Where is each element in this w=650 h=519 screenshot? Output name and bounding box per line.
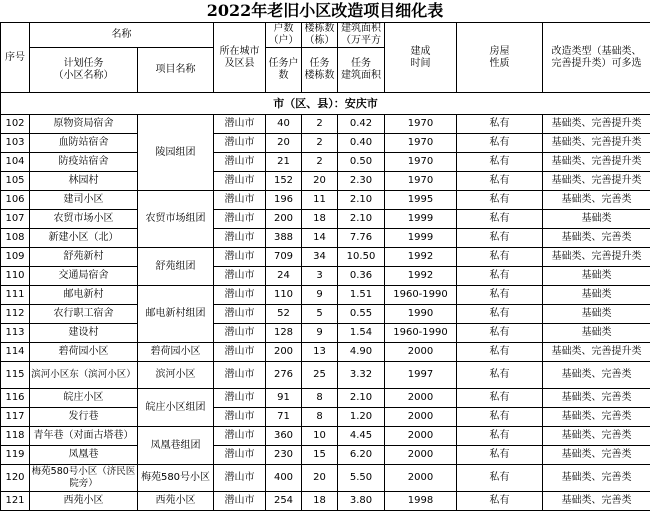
row-nature: 私有 <box>457 492 543 511</box>
row-households: 200 <box>266 210 302 229</box>
row-seq: 114 <box>1 343 30 362</box>
table-row <box>1 210 650 229</box>
row-seq: 108 <box>1 229 30 248</box>
row-area: 6.20 <box>338 446 385 465</box>
row-type: 基础类、完善提升类 <box>543 115 650 134</box>
row-project-name: 邮电新村组团 <box>138 286 214 343</box>
row-city: 潜山市 <box>214 362 266 389</box>
row-type: 基础类、完善提升类 <box>543 172 650 191</box>
row-households: 152 <box>266 172 302 191</box>
row-area: 3.80 <box>338 492 385 511</box>
row-households: 91 <box>266 389 302 408</box>
row-city: 潜山市 <box>214 286 266 305</box>
header-type <box>543 23 650 93</box>
row-nature: 私有 <box>457 343 543 362</box>
table-row <box>1 427 650 446</box>
row-nature: 私有 <box>457 465 543 492</box>
table-row <box>1 172 650 191</box>
row-nature: 私有 <box>457 305 543 324</box>
header-name-group: 名称 <box>30 23 214 48</box>
row-built-time: 1970 <box>385 134 457 153</box>
row-built-time: 2000 <box>385 343 457 362</box>
table-row <box>1 115 650 134</box>
header-area-top <box>338 23 385 48</box>
table-row <box>1 408 650 427</box>
row-city: 潜山市 <box>214 305 266 324</box>
header-households-bot <box>266 48 302 93</box>
table-row <box>1 343 650 362</box>
header-buildings-bot <box>302 48 338 93</box>
row-seq: 106 <box>1 191 30 210</box>
row-plan-task: 发行巷 <box>30 408 138 427</box>
row-nature: 私有 <box>457 172 543 191</box>
row-buildings: 9 <box>302 324 338 343</box>
row-project-name: 陵园组团 <box>138 115 214 191</box>
row-seq: 109 <box>1 248 30 267</box>
row-city: 潜山市 <box>214 465 266 492</box>
row-households: 400 <box>266 465 302 492</box>
row-nature: 私有 <box>457 210 543 229</box>
row-seq: 117 <box>1 408 30 427</box>
row-buildings: 25 <box>302 362 338 389</box>
row-buildings: 20 <box>302 465 338 492</box>
row-city: 潜山市 <box>214 492 266 511</box>
row-nature: 私有 <box>457 362 543 389</box>
row-area: 0.40 <box>338 134 385 153</box>
row-area: 10.50 <box>338 248 385 267</box>
row-households: 709 <box>266 248 302 267</box>
row-buildings: 13 <box>302 343 338 362</box>
row-seq: 118 <box>1 427 30 446</box>
row-households: 360 <box>266 427 302 446</box>
row-area: 1.54 <box>338 324 385 343</box>
row-city: 潜山市 <box>214 210 266 229</box>
header-households-top <box>266 23 302 48</box>
header-type-text: 改造类型（基础类、 完善提升类）可多选 <box>551 45 642 69</box>
row-plan-task: 交通局宿舍 <box>30 267 138 286</box>
row-households: 200 <box>266 343 302 362</box>
row-city: 潜山市 <box>214 446 266 465</box>
row-nature: 私有 <box>457 248 543 267</box>
row-project-name: 碧荷园小区 <box>138 343 214 362</box>
header-nature <box>457 23 543 93</box>
row-built-time: 1992 <box>385 267 457 286</box>
row-buildings: 11 <box>302 191 338 210</box>
row-plan-task: 建设村 <box>30 324 138 343</box>
row-buildings: 2 <box>302 115 338 134</box>
row-built-time: 1970 <box>385 153 457 172</box>
row-households: 52 <box>266 305 302 324</box>
row-households: 21 <box>266 153 302 172</box>
row-type: 基础类、完善类 <box>543 191 650 210</box>
row-plan-task: 邮电新村 <box>30 286 138 305</box>
row-buildings: 5 <box>302 305 338 324</box>
row-seq: 102 <box>1 115 30 134</box>
header-city-text: 所在城市 及区县 <box>219 45 260 69</box>
row-area: 4.90 <box>338 343 385 362</box>
row-seq: 103 <box>1 134 30 153</box>
row-built-time: 1970 <box>385 115 457 134</box>
row-city: 潜山市 <box>214 134 266 153</box>
row-nature: 私有 <box>457 115 543 134</box>
row-households: 71 <box>266 408 302 427</box>
row-built-time: 1960-1990 <box>385 286 457 305</box>
row-seq: 110 <box>1 267 30 286</box>
row-buildings: 10 <box>302 427 338 446</box>
row-area: 2.10 <box>338 210 385 229</box>
header-nature-text: 房屋 性质 <box>489 45 510 69</box>
row-households: 230 <box>266 446 302 465</box>
header-area-bot-text: 任务 建筑面积 <box>341 58 381 81</box>
row-type: 基础类、完善提升类 <box>543 134 650 153</box>
row-nature: 私有 <box>457 427 543 446</box>
row-nature: 私有 <box>457 229 543 248</box>
row-type: 基础类、完善类 <box>543 427 650 446</box>
table-row <box>1 362 650 389</box>
row-project-name: 凤凰巷组团 <box>138 427 214 465</box>
header-area-top-text: 建筑面积 （万平方 <box>341 23 381 46</box>
row-area: 2.10 <box>338 191 385 210</box>
header-area-bot <box>338 48 385 93</box>
row-nature: 私有 <box>457 324 543 343</box>
row-buildings: 2 <box>302 134 338 153</box>
row-seq: 120 <box>1 465 30 492</box>
table-row <box>1 389 650 408</box>
row-seq: 115 <box>1 362 30 389</box>
row-built-time: 1999 <box>385 210 457 229</box>
row-nature: 私有 <box>457 267 543 286</box>
row-built-time: 1970 <box>385 172 457 191</box>
row-nature: 私有 <box>457 286 543 305</box>
row-nature: 私有 <box>457 446 543 465</box>
header-city <box>214 23 266 93</box>
row-seq: 121 <box>1 492 30 511</box>
row-buildings: 8 <box>302 408 338 427</box>
table-row <box>1 267 650 286</box>
row-buildings: 14 <box>302 229 338 248</box>
row-plan-task: 林园村 <box>30 172 138 191</box>
row-seq: 119 <box>1 446 30 465</box>
row-type: 基础类、完善提升类 <box>543 248 650 267</box>
row-area: 0.42 <box>338 115 385 134</box>
table-row <box>1 191 650 210</box>
row-built-time: 1990 <box>385 305 457 324</box>
row-buildings: 8 <box>302 389 338 408</box>
row-nature: 私有 <box>457 389 543 408</box>
row-plan-task: 西苑小区 <box>30 492 138 511</box>
row-type: 基础类、完善提升类 <box>543 153 650 172</box>
row-households: 20 <box>266 134 302 153</box>
row-type: 基础类、完善类 <box>543 229 650 248</box>
row-city: 潜山市 <box>214 389 266 408</box>
row-area: 7.76 <box>338 229 385 248</box>
row-buildings: 9 <box>302 286 338 305</box>
row-area: 3.32 <box>338 362 385 389</box>
row-seq: 111 <box>1 286 30 305</box>
row-built-time: 2000 <box>385 446 457 465</box>
row-households: 254 <box>266 492 302 511</box>
region-row: 市（区、县）：安庆市 <box>1 93 650 115</box>
row-type: 基础类 <box>543 305 650 324</box>
row-plan-task: 青年巷（对面古塔巷） <box>30 427 138 446</box>
row-plan-task: 滨河小区东（滨河小区） <box>30 362 138 389</box>
row-city: 潜山市 <box>214 172 266 191</box>
header-plan-task-text: 计划任务 （小区名称） <box>53 58 114 81</box>
row-area: 1.20 <box>338 408 385 427</box>
row-seq: 112 <box>1 305 30 324</box>
row-plan-task: 舒苑新村 <box>30 248 138 267</box>
row-area: 0.36 <box>338 267 385 286</box>
row-built-time: 2000 <box>385 408 457 427</box>
row-plan-task: 新建小区（北） <box>30 229 138 248</box>
header-households-bot-text: 任务户 数 <box>268 58 299 81</box>
row-households: 196 <box>266 191 302 210</box>
row-nature: 私有 <box>457 191 543 210</box>
row-plan-task: 皖庄小区 <box>30 389 138 408</box>
row-city: 潜山市 <box>214 408 266 427</box>
row-built-time: 1992 <box>385 248 457 267</box>
table-row <box>1 446 650 465</box>
row-buildings: 2 <box>302 153 338 172</box>
row-households: 388 <box>266 229 302 248</box>
table-row <box>1 134 650 153</box>
row-area: 2.30 <box>338 172 385 191</box>
header-project-name: 项目名称 <box>138 48 214 93</box>
row-type: 基础类、完善类 <box>543 362 650 389</box>
header-households-top-text: 户数 （户） <box>268 23 299 46</box>
table-row <box>1 465 650 492</box>
row-area: 0.50 <box>338 153 385 172</box>
row-city: 潜山市 <box>214 191 266 210</box>
row-households: 110 <box>266 286 302 305</box>
row-area: 0.55 <box>338 305 385 324</box>
row-area: 1.51 <box>338 286 385 305</box>
row-plan-task: 凤凰巷 <box>30 446 138 465</box>
row-seq: 116 <box>1 389 30 408</box>
table-row <box>1 492 650 511</box>
row-area: 5.50 <box>338 465 385 492</box>
row-city: 潜山市 <box>214 229 266 248</box>
row-project-name: 舒苑组团 <box>138 248 214 286</box>
row-type: 基础类 <box>543 210 650 229</box>
row-city: 潜山市 <box>214 427 266 446</box>
row-seq: 113 <box>1 324 30 343</box>
row-city: 潜山市 <box>214 115 266 134</box>
table-row <box>1 286 650 305</box>
row-type: 基础类、完善类 <box>543 446 650 465</box>
header-buildings-bot-text: 任务 楼栋数 <box>304 58 335 81</box>
row-project-name: 农贸市场组团 <box>138 191 214 248</box>
row-area: 2.10 <box>338 389 385 408</box>
row-households: 24 <box>266 267 302 286</box>
row-plan-task: 原物资局宿舍 <box>30 115 138 134</box>
row-type: 基础类 <box>543 267 650 286</box>
row-nature: 私有 <box>457 153 543 172</box>
row-city: 潜山市 <box>214 324 266 343</box>
row-buildings: 20 <box>302 172 338 191</box>
row-buildings: 3 <box>302 267 338 286</box>
row-project-name: 滨河小区 <box>138 362 214 389</box>
row-households: 128 <box>266 324 302 343</box>
row-nature: 私有 <box>457 134 543 153</box>
row-plan-task: 农行职工宿舍 <box>30 305 138 324</box>
row-seq: 105 <box>1 172 30 191</box>
renovation-table <box>0 22 650 511</box>
row-buildings: 18 <box>302 492 338 511</box>
row-households: 40 <box>266 115 302 134</box>
row-plan-task: 碧荷园小区 <box>30 343 138 362</box>
row-built-time: 2000 <box>385 389 457 408</box>
row-built-time: 2000 <box>385 465 457 492</box>
table-row <box>1 248 650 267</box>
header-buildings-top <box>302 23 338 48</box>
row-city: 潜山市 <box>214 248 266 267</box>
row-plan-task: 梅苑580号小区（济民医院旁） <box>30 465 138 492</box>
row-type: 基础类、完善类 <box>543 492 650 511</box>
row-plan-task: 农贸市场小区 <box>30 210 138 229</box>
table-row <box>1 153 650 172</box>
row-built-time: 2000 <box>385 427 457 446</box>
row-type: 基础类、完善提升类 <box>543 343 650 362</box>
row-type: 基础类、完善类 <box>543 408 650 427</box>
row-nature: 私有 <box>457 408 543 427</box>
row-plan-task: 防疫站宿舍 <box>30 153 138 172</box>
table-row <box>1 229 650 248</box>
row-city: 潜山市 <box>214 153 266 172</box>
row-project-name: 西苑小区 <box>138 492 214 511</box>
row-built-time: 1997 <box>385 362 457 389</box>
row-plan-task: 建司小区 <box>30 191 138 210</box>
row-project-name: 梅苑580号小区 <box>138 465 214 492</box>
row-city: 潜山市 <box>214 267 266 286</box>
row-built-time: 1998 <box>385 492 457 511</box>
row-type: 基础类、完善类 <box>543 465 650 492</box>
header-plan-task <box>30 48 138 93</box>
table-row <box>1 324 650 343</box>
row-type: 基础类、完善类 <box>543 389 650 408</box>
row-built-time: 1999 <box>385 229 457 248</box>
header-buildings-top-text: 楼栋数 （栋） <box>304 23 335 46</box>
header-built-time-text: 建成 时间 <box>410 45 431 69</box>
row-built-time: 1960-1990 <box>385 324 457 343</box>
row-area: 4.45 <box>338 427 385 446</box>
row-buildings: 15 <box>302 446 338 465</box>
page-title: 2022年老旧小区改造项目细化表 <box>206 1 444 20</box>
header-seq: 序号 <box>1 23 30 93</box>
row-buildings: 34 <box>302 248 338 267</box>
row-city: 潜山市 <box>214 343 266 362</box>
row-built-time: 1995 <box>385 191 457 210</box>
header-built-time <box>385 23 457 93</box>
row-households: 276 <box>266 362 302 389</box>
row-seq: 104 <box>1 153 30 172</box>
row-buildings: 18 <box>302 210 338 229</box>
row-type: 基础类 <box>543 286 650 305</box>
row-type: 基础类 <box>543 324 650 343</box>
table-row <box>1 305 650 324</box>
row-project-name: 皖庄小区组团 <box>138 389 214 427</box>
row-seq: 107 <box>1 210 30 229</box>
row-plan-task: 血防站宿舍 <box>30 134 138 153</box>
